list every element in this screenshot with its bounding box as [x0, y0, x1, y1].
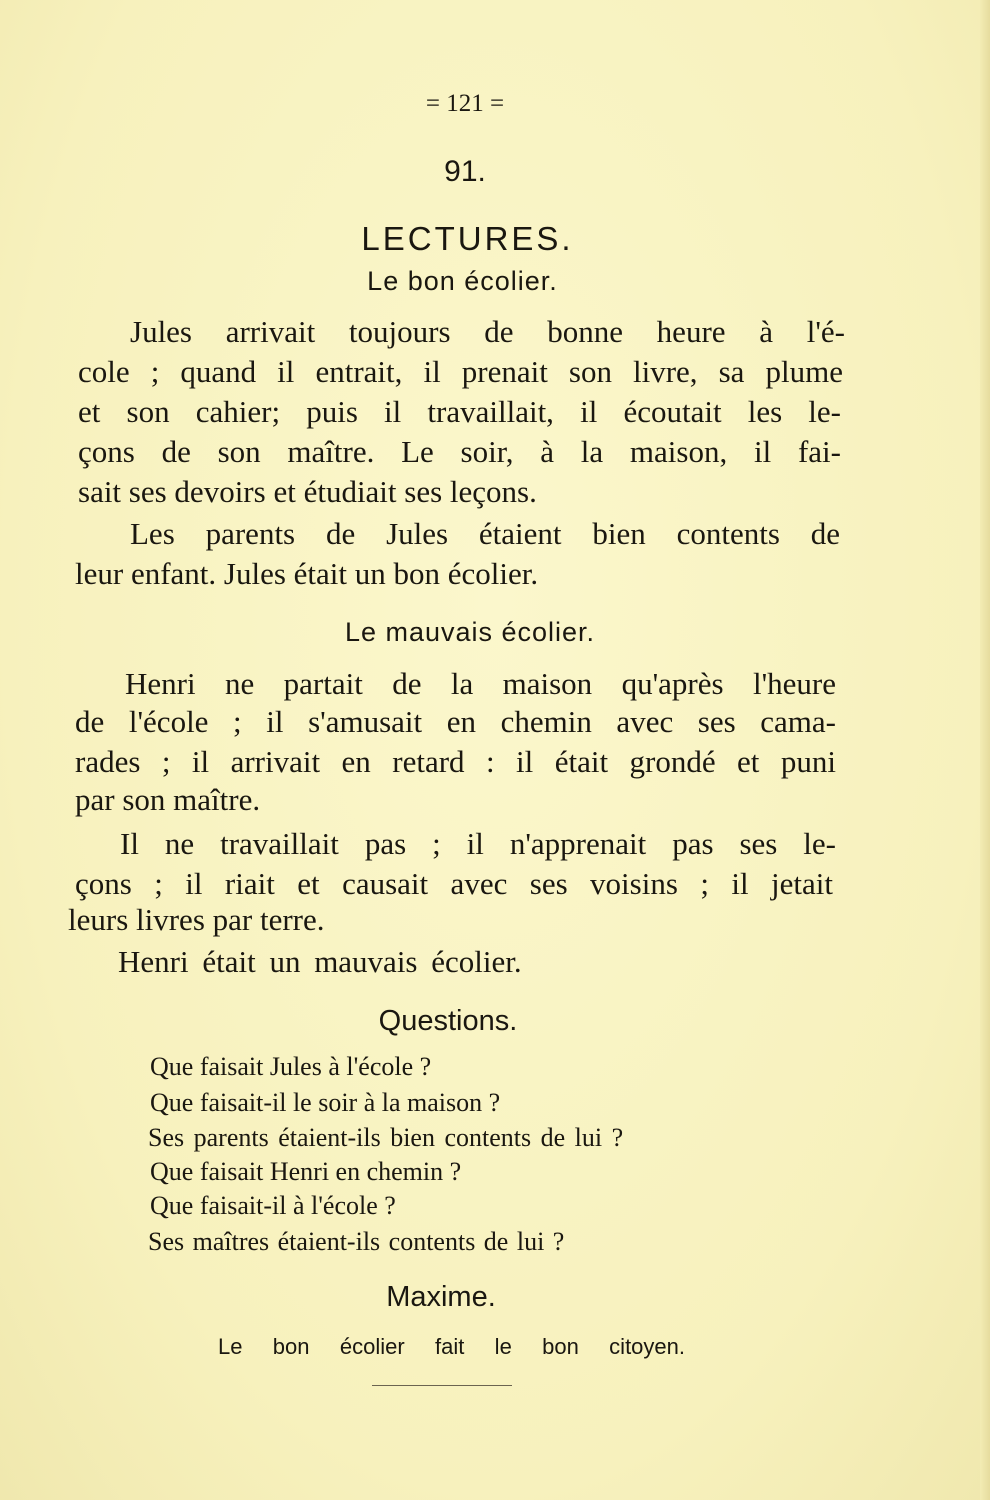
paragraph-line: et son cahier; puis il travaillait, il écoutait les le- [78, 394, 841, 429]
lesson-number: 91. [444, 155, 486, 188]
section-title: LECTURES. [361, 220, 574, 257]
paragraph-line: rades ; il arrivait en retard : il était grondé et puni [75, 744, 836, 779]
paragraph-line: sait ses devoirs et étudiait ses leçons. [78, 474, 537, 509]
maxim-text: Le bon écolier fait le bon citoyen. [218, 1334, 685, 1359]
paragraph-line: çons de son maître. Le soir, à la maison, il fai- [78, 434, 841, 469]
maxim-title: Maxime. [386, 1281, 496, 1313]
question-item: Que faisait-il le soir à la maison ? [150, 1088, 501, 1117]
end-rule [372, 1385, 512, 1386]
page-number: = 121 = [425, 90, 505, 117]
paragraph-line: Henri était un mauvais écolier. [118, 944, 522, 979]
paragraph-line: de l'école ; il s'amusait en chemin avec ses cama- [75, 704, 836, 739]
question-item: Que faisait Jules à l'école ? [150, 1052, 432, 1081]
page-edge [980, 0, 990, 1500]
question-item: Ses maîtres étaient-ils contents de lui ? [148, 1227, 565, 1256]
paragraph-line: par son maître. [75, 782, 261, 817]
questions-title: Questions. [378, 1005, 518, 1037]
paragraph-line: çons ; il riait et causait avec ses voisins ; il jetait [75, 866, 833, 901]
paragraph-line: Il ne travaillait pas ; il n'apprenait pas ses le- [120, 826, 836, 861]
paragraph-line: leur enfant. Jules était un bon écolier. [75, 556, 539, 591]
reading-title: Le bon écolier. [367, 266, 558, 296]
reading-title: Le mauvais écolier. [344, 617, 596, 647]
paragraph-line: leurs livres par terre. [68, 902, 325, 937]
paragraph-line: Les parents de Jules étaient bien contents de [130, 516, 840, 551]
paragraph-line: Henri ne partait de la maison qu'après l'heure [125, 666, 836, 701]
paragraph-line: Jules arrivait toujours de bonne heure à l'é- [130, 314, 845, 349]
paragraph-line: cole ; quand il entrait, il prenait son livre, sa plume [78, 354, 843, 389]
question-item: Que faisait Henri en chemin ? [150, 1157, 462, 1186]
question-item: Ses parents étaient-ils bien contents de lui ? [148, 1123, 624, 1152]
question-item: Que faisait-il à l'école ? [150, 1191, 396, 1220]
